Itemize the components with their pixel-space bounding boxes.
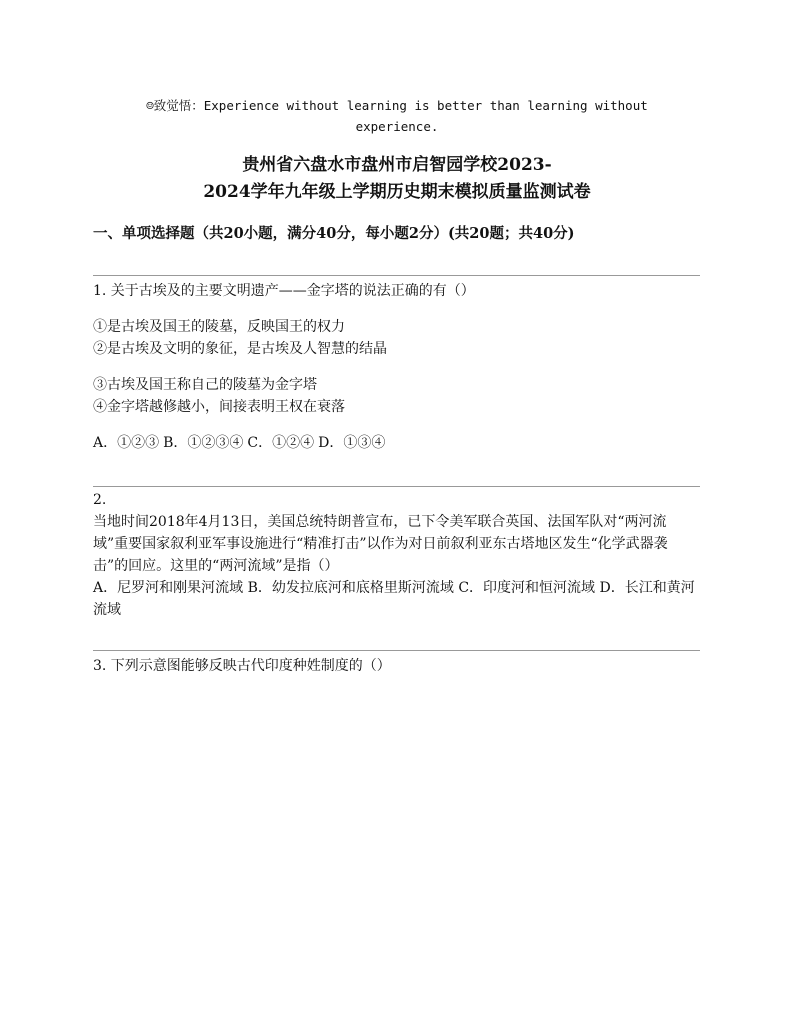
choice-a[interactable]: A．①②③ xyxy=(93,435,160,451)
choice-d[interactable]: D．长江和黄河流域 xyxy=(93,580,695,618)
title-line-1: 贵州省六盘水市盘州市启智园学校2023- xyxy=(242,155,552,175)
answer-choices xyxy=(93,432,700,454)
statement: ②是古埃及文明的象征，是古埃及人智慧的结晶 xyxy=(93,341,387,357)
divider xyxy=(93,486,700,487)
page-title xyxy=(80,152,714,206)
question-stem: 1. 关于古埃及的主要文明遗产——金字塔的说法正确的有（） xyxy=(93,283,475,299)
choice-b[interactable]: B．幼发拉底河和底格里斯河流域 xyxy=(247,580,454,596)
choice-c[interactable]: C．①②④ xyxy=(247,435,315,451)
statement: ①是古埃及国王的陵墓，反映国王的权力 xyxy=(93,319,345,335)
choice-c[interactable]: C．印度河和恒河流域 xyxy=(458,580,596,596)
motto-line-2: experience. xyxy=(355,119,439,134)
divider xyxy=(93,275,700,276)
choice-d[interactable]: D．①③④ xyxy=(318,435,386,451)
section-heading: 一、单项选择题（共20小题，满分40分，每小题2分）(共20题；共40分) xyxy=(93,225,575,242)
question-2 xyxy=(93,489,700,621)
divider xyxy=(93,650,700,651)
statement: ④金字塔越修越小，间接表明王权在衰落 xyxy=(93,399,345,415)
choice-b[interactable]: B．①②③④ xyxy=(163,435,244,451)
question-3 xyxy=(93,655,700,677)
question-number: 2. xyxy=(93,492,107,508)
motto xyxy=(95,95,699,137)
title-line-2: 2024学年九年级上学期历史期末模拟质量监测试卷 xyxy=(203,182,591,202)
choice-a[interactable]: A．尼罗河和刚果河流域 xyxy=(93,580,244,596)
motto-line-1: ☺致觉悟：Experience without learning is better than learning without xyxy=(146,98,648,113)
question-1 xyxy=(93,280,700,454)
statement: ③古埃及国王称自己的陵墓为金字塔 xyxy=(93,377,317,393)
answer-choices xyxy=(93,577,700,621)
question-stem: 3. 下列示意图能够反映古代印度种姓制度的（） xyxy=(93,658,391,674)
question-stem: 当地时间2018年4月13日，美国总统特朗普宣布，已下令美军联合英国、法国军队对“两河流域”重要国家叙利亚军事设施进行“精准打击”以作为对日前叙利亚东古塔地区发生“化学武器袭击”的回应。这里的“两河流域”是指（） xyxy=(93,514,668,574)
